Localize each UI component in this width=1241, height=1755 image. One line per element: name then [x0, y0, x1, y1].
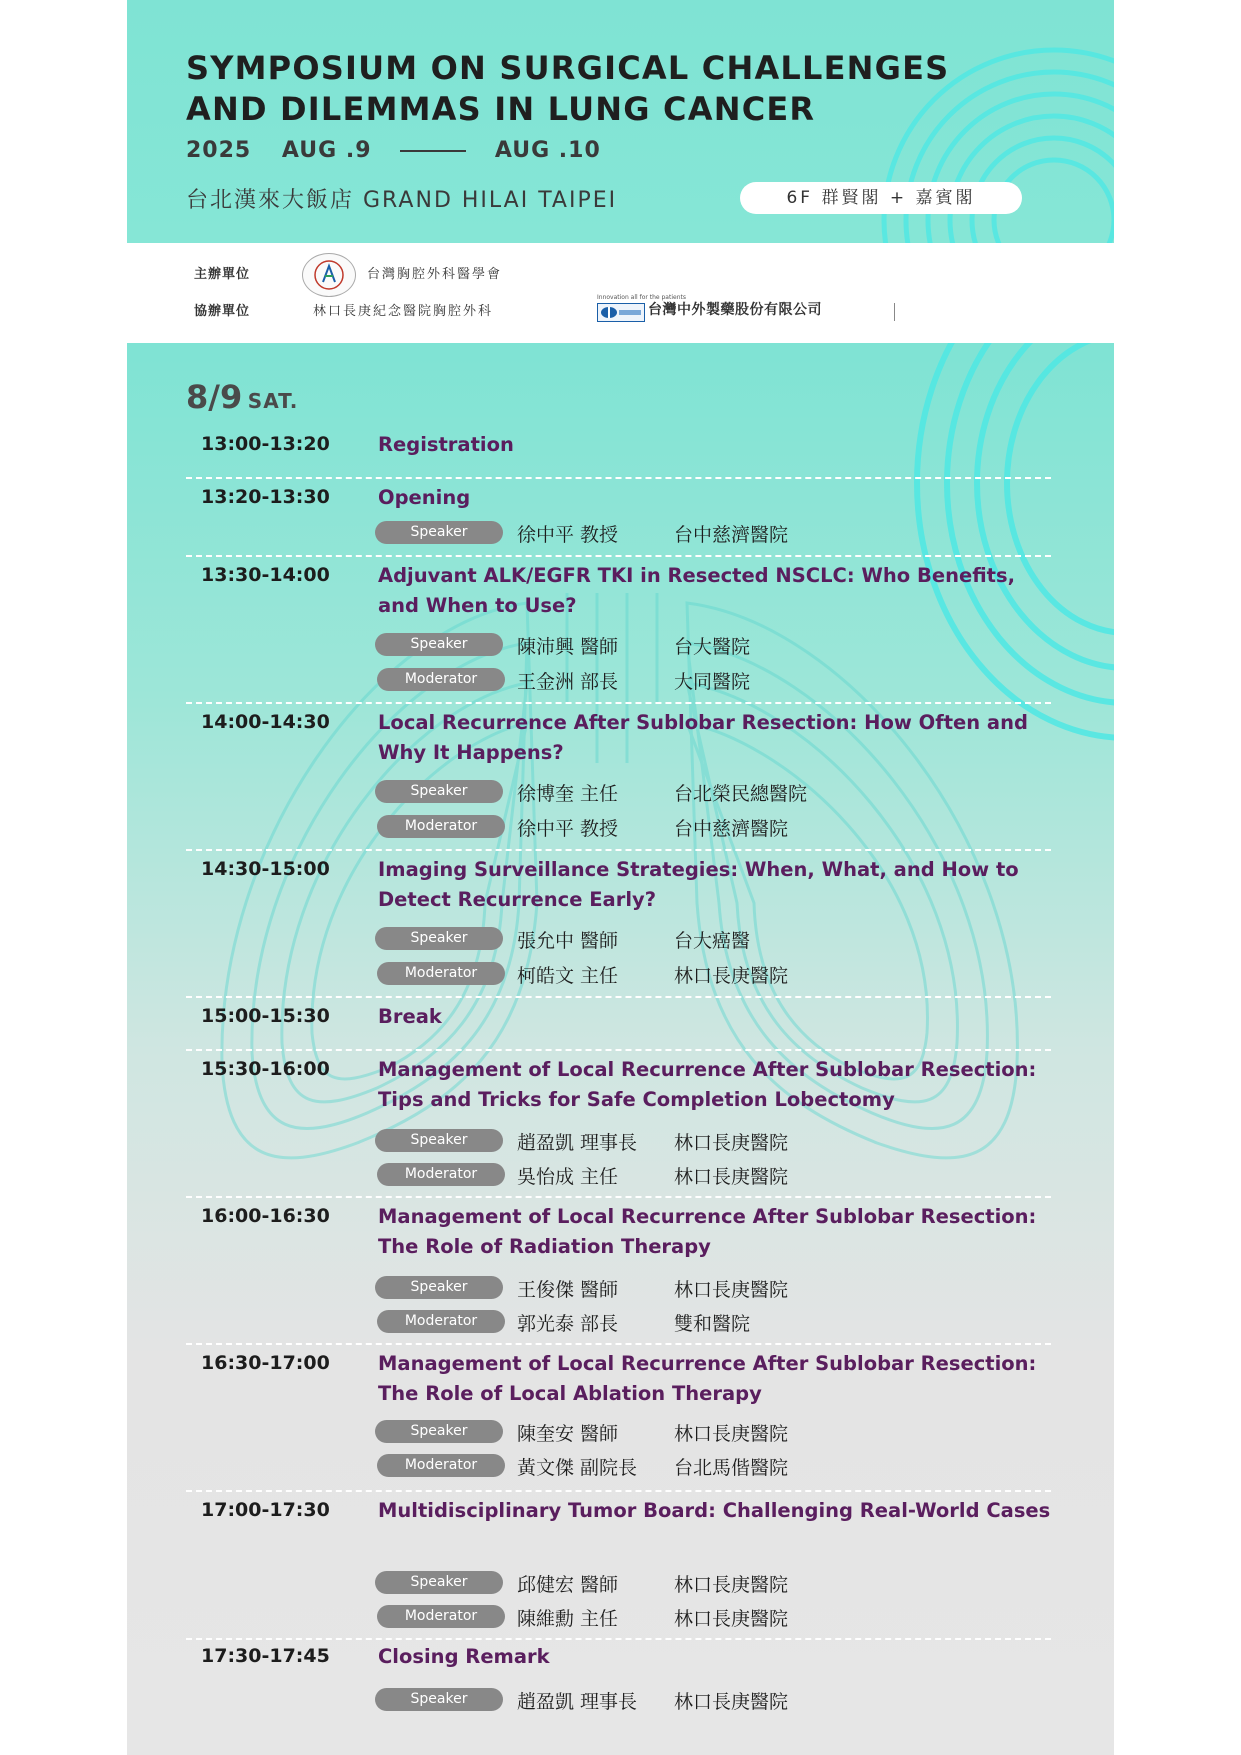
speaker-name: 陳沛興 醫師	[517, 636, 619, 658]
moderator-name: 王金洲 部長	[517, 671, 619, 693]
host-label: 主辦單位	[194, 267, 251, 282]
speaker-hospital: 林口長庚醫院	[674, 1279, 789, 1301]
host-name: 台灣胸腔外科醫學會	[367, 267, 503, 282]
session-time: 17:30-17:45	[201, 1645, 330, 1667]
event-year: 2025	[186, 138, 252, 163]
speaker-name: 趙盈凱 理事長	[517, 1691, 638, 1713]
moderator-hospital: 大同醫院	[674, 671, 751, 693]
speaker-hospital: 林口長庚醫院	[674, 1423, 789, 1445]
separator	[186, 702, 1051, 704]
separator	[186, 477, 1051, 479]
moderator-hospital: 台北馬偕醫院	[674, 1457, 789, 1479]
moderator-pill: Moderator	[377, 1605, 505, 1628]
speaker-pill: Speaker	[375, 1571, 503, 1594]
separator	[186, 1049, 1051, 1051]
venue: 台北漢來大飯店 GRAND HILAI TAIPEI	[186, 188, 618, 213]
event-dates	[186, 138, 601, 163]
moderator-name: 吳怡成 主任	[517, 1166, 619, 1188]
moderator-name: 陳維勳 主任	[517, 1608, 619, 1630]
society-logo	[302, 253, 356, 297]
session-time: 13:00-13:20	[201, 433, 330, 455]
session-topic: Management of Local Recurrence After Sublobar Resection: Tips and Tricks for Safe Completion Lobectomy	[378, 1058, 1037, 1111]
session-time: 13:20-13:30	[201, 486, 330, 508]
session-time: 15:30-16:00	[201, 1058, 330, 1080]
session-topic: Multidisciplinary Tumor Board: Challenging Real-World Cases	[378, 1499, 1051, 1522]
moderator-hospital: 林口長庚醫院	[674, 1608, 789, 1630]
moderator-pill: Moderator	[377, 815, 505, 838]
session-time: 16:00-16:30	[201, 1205, 330, 1227]
speaker-pill: Speaker	[375, 633, 503, 656]
session-topic: Imaging Surveillance Strategies: When, What, and How to Detect Recurrence Early?	[378, 858, 1019, 911]
moderator-hospital: 台中慈濟醫院	[674, 818, 789, 840]
header-banner	[127, 0, 1114, 243]
title-line-2: AND DILEMMAS IN LUNG CANCER	[186, 90, 816, 128]
moderator-name: 郭光泰 部長	[517, 1313, 619, 1335]
co-organizer-2: 台灣中外製藥股份有限公司	[648, 302, 822, 318]
moderator-hospital: 林口長庚醫院	[674, 965, 789, 987]
speaker-hospital: 林口長庚醫院	[674, 1691, 789, 1713]
moderator-pill: Moderator	[377, 1454, 505, 1477]
session-topic: Closing Remark	[378, 1645, 550, 1668]
session-topic: Management of Local Recurrence After Sublobar Resection: The Role of Local Ablation Therapy	[378, 1352, 1037, 1405]
pharma-logo-icon	[598, 304, 644, 321]
session-time: 14:30-15:00	[201, 858, 330, 880]
speaker-pill: Speaker	[375, 1688, 503, 1711]
session-topic: Management of Local Recurrence After Sublobar Resection: The Role of Radiation Therapy	[378, 1205, 1037, 1258]
moderator-hospital: 林口長庚醫院	[674, 1166, 789, 1188]
speaker-name: 邱健宏 醫師	[517, 1574, 619, 1596]
session-time: 17:00-17:30	[201, 1499, 330, 1521]
moderator-pill: Moderator	[377, 1310, 505, 1333]
organizer-strip	[127, 243, 1114, 343]
separator	[186, 1196, 1051, 1198]
session-time: 16:30-17:00	[201, 1352, 330, 1374]
co-organizer-1: 林口長庚紀念醫院胸腔外科	[313, 304, 494, 319]
moderator-pill: Moderator	[377, 668, 505, 691]
date-dash	[400, 150, 466, 152]
separator	[186, 1343, 1051, 1345]
speaker-pill: Speaker	[375, 780, 503, 803]
divider	[894, 303, 895, 321]
moderator-name: 柯皓文 主任	[517, 965, 619, 987]
day-date: 8/9	[186, 378, 243, 416]
session-topic: Local Recurrence After Sublobar Resection: How Often and Why It Happens?	[378, 711, 1028, 764]
session-time: 13:30-14:00	[201, 564, 330, 586]
date-end: AUG .10	[494, 138, 601, 163]
pharma-logo	[597, 303, 645, 322]
program-section	[127, 343, 1114, 1755]
date-start: AUG .9	[281, 138, 372, 163]
hall-badge: 6F 群賢閣 + 嘉賓閣	[740, 182, 1022, 214]
speaker-name: 王俊傑 醫師	[517, 1279, 619, 1301]
session-topic: Adjuvant ALK/EGFR TKI in Resected NSCLC: Who Benefits, and When to Use?	[378, 564, 1015, 617]
session-topic: Opening	[378, 486, 471, 509]
day-heading	[186, 378, 298, 416]
moderator-pill: Moderator	[377, 1163, 505, 1186]
day-weekday: SAT.	[247, 389, 299, 413]
speaker-name: 徐中平 教授	[517, 524, 619, 546]
speaker-pill: Speaker	[375, 1129, 503, 1152]
session-topic: Break	[378, 1005, 442, 1028]
moderator-name: 黃文傑 副院長	[517, 1457, 638, 1479]
society-logo-icon	[303, 254, 355, 296]
moderator-hospital: 雙和醫院	[674, 1313, 751, 1335]
moderator-name: 徐中平 教授	[517, 818, 619, 840]
pharma-tagline: Innovation all for the patients	[597, 294, 686, 301]
separator	[186, 1490, 1051, 1492]
separator	[186, 555, 1051, 557]
speaker-pill: Speaker	[375, 927, 503, 950]
speaker-name: 徐博奎 主任	[517, 783, 619, 805]
session-time: 14:00-14:30	[201, 711, 330, 733]
speaker-name: 趙盈凱 理事長	[517, 1132, 638, 1154]
speaker-name: 陳奎安 醫師	[517, 1423, 619, 1445]
speaker-hospital: 林口長庚醫院	[674, 1574, 789, 1596]
speaker-pill: Speaker	[375, 1276, 503, 1299]
separator	[186, 1638, 1051, 1640]
speaker-hospital: 台北榮民總醫院	[674, 783, 808, 805]
moderator-pill: Moderator	[377, 962, 505, 985]
speaker-pill: Speaker	[375, 521, 503, 544]
session-topic: Registration	[378, 433, 514, 456]
separator	[186, 996, 1051, 998]
session-time: 15:00-15:30	[201, 1005, 330, 1027]
speaker-hospital: 台大醫院	[674, 636, 751, 658]
speaker-hospital: 林口長庚醫院	[674, 1132, 789, 1154]
speaker-hospital: 台大癌醫	[674, 930, 751, 952]
speaker-pill: Speaker	[375, 1420, 503, 1443]
poster	[127, 0, 1114, 1755]
separator	[186, 849, 1051, 851]
co-organizer-label: 協辦單位	[194, 304, 251, 319]
title-line-1: SYMPOSIUM ON SURGICAL CHALLENGES	[186, 49, 950, 87]
speaker-hospital: 台中慈濟醫院	[674, 524, 789, 546]
speaker-name: 張允中 醫師	[517, 930, 619, 952]
